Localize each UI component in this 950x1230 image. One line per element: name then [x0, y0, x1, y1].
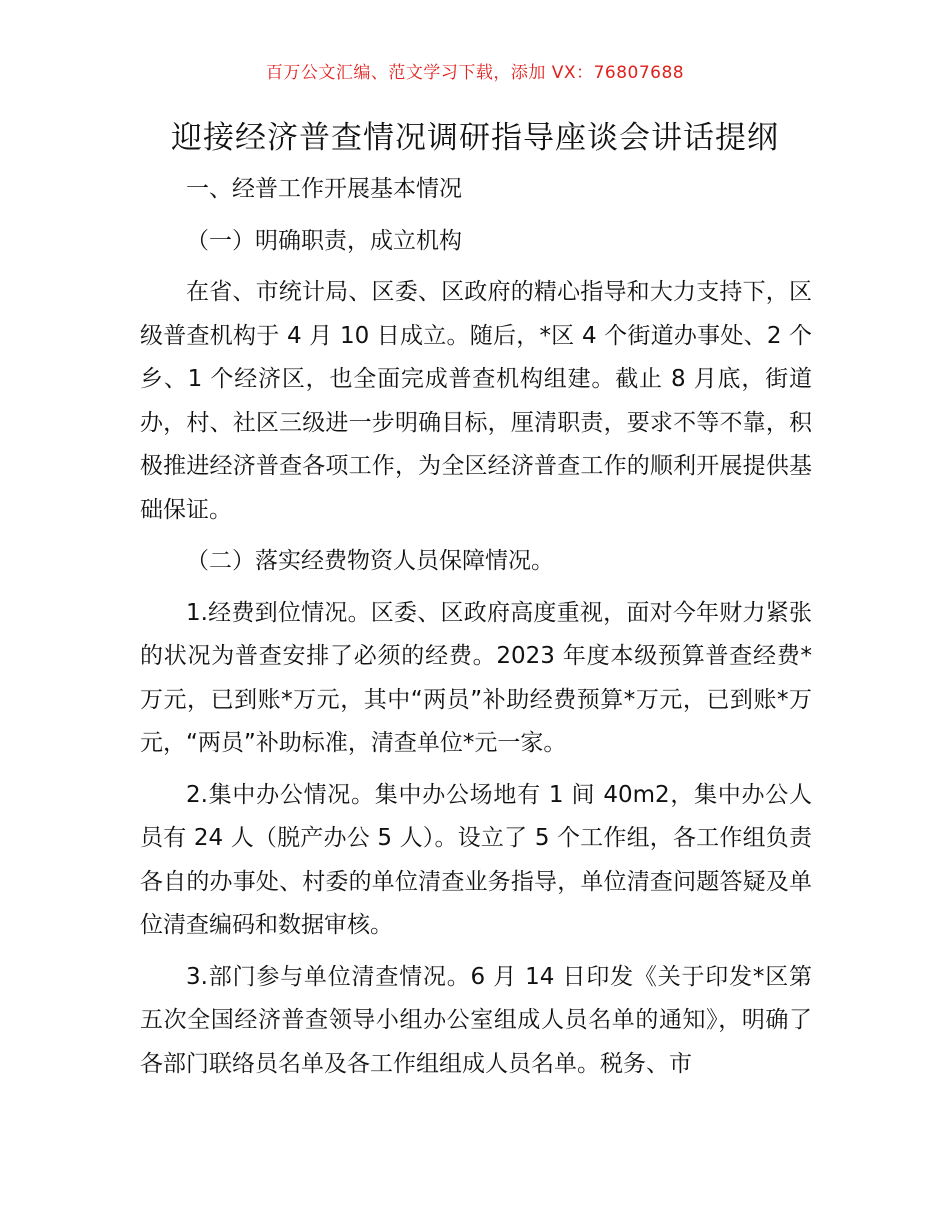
paragraph: 在省、市统计局、区委、区政府的精心指导和大力支持下，区级普查机构于 4 月 10 日成立。随后，*区 4 个街道办事处、2 个乡、1 个经济区，也全面完成普查机构组建。截止 8 月底，街道办，村、社区三级进一步明确目标，厘清职责，要求不等不靠，积极推进经济普查各项工作，为全区经济普查工作的顺利开展提供基础保证。 [140, 279, 812, 523]
section-heading: 一、经普工作开展基本情况 [186, 176, 462, 202]
watermark-banner: 百万公文汇编、范文学习下载，添加 VX：76807688 [265, 63, 685, 83]
subsection-heading: （一）明确职责，成立机构 [186, 227, 462, 254]
subsection-heading: （二）落实经费物资人员保障情况。 [186, 548, 554, 574]
document-title: 迎接经济普查情况调研指导座谈会讲话提纲 [171, 120, 779, 156]
paragraph: 1.经费到位情况。区委、区政府高度重视，面对今年财力紧张的状况为普查安排了必须的经费。2023 年度本级预算普查经费*万元，已到账*万元，其中“两员”补助经费预算*万元，已到账*万元，“两员”补助标准，清查单位*元一家。 [140, 599, 812, 756]
document-body [140, 168, 812, 1086]
paragraph: 2.集中办公情况。集中办公场地有 1 间 40m2，集中办公人员有 24 人（脱产办公 5 人）。设立了 5 个工作组，各工作组负责各自的办事处、村委的单位清查业务指导，单位清查问题答疑及单位清查编码和数据审核。 [140, 781, 812, 938]
paragraph: 3.部门参与单位清查情况。6 月 14 日印发《关于印发*区第五次全国经济普查领导小组办公室组成人员名单的通知》，明确了各部门联络员名单及各工作组组成人员名单。税务、市 [140, 963, 812, 1077]
